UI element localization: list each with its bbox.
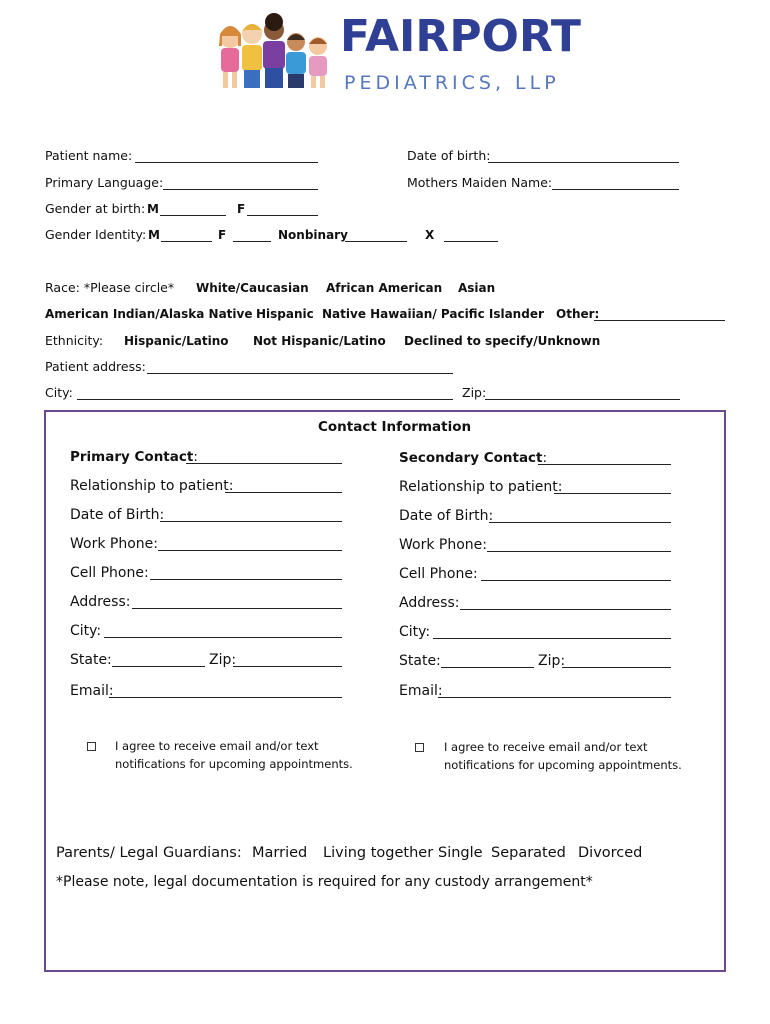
- secondary-cell-phone-field[interactable]: [481, 580, 671, 581]
- primary-consent-line2: notifications for upcoming appointments.: [115, 757, 353, 771]
- secondary-contact-heading-text: Secondary Contact: [399, 450, 543, 466]
- mothers-maiden-field[interactable]: [552, 189, 679, 190]
- patient-name-label: Patient name:: [45, 148, 133, 163]
- secondary-work-phone-label: Work Phone:: [399, 537, 487, 553]
- logo-name: FAIRPORT: [340, 11, 581, 62]
- secondary-address-label: Address:: [399, 595, 460, 611]
- primary-city-label: City:: [70, 623, 102, 639]
- primary-consent-text: [115, 737, 355, 773]
- primary-contact-heading: [70, 448, 198, 466]
- race-option-white[interactable]: White/Caucasian: [196, 281, 309, 295]
- primary-email-field[interactable]: [109, 697, 342, 698]
- guardian-option-divorced[interactable]: Divorced: [578, 845, 643, 861]
- secondary-zip-field[interactable]: [562, 667, 671, 668]
- race-option-american-indian[interactable]: American Indian/Alaska Native: [45, 307, 253, 321]
- ethnicity-label: Ethnicity:: [45, 333, 104, 348]
- gender-identity-x-field[interactable]: [444, 241, 498, 242]
- guardian-option-single[interactable]: Single: [438, 845, 483, 861]
- gender-birth-f-field[interactable]: [247, 215, 318, 216]
- primary-city-field[interactable]: [104, 637, 342, 638]
- secondary-relationship-field[interactable]: [554, 493, 671, 494]
- secondary-contact-field[interactable]: [538, 464, 671, 465]
- patient-address-field[interactable]: [147, 373, 453, 374]
- secondary-state-field[interactable]: [441, 667, 534, 668]
- gender-identity-nonbinary: Nonbinary: [278, 228, 348, 242]
- secondary-contact-heading: [399, 449, 547, 467]
- secondary-zip-label: Zip:: [538, 653, 566, 669]
- secondary-cell-phone-label: Cell Phone:: [399, 566, 478, 582]
- gender-identity-f: F: [218, 228, 227, 242]
- city-field[interactable]: [77, 399, 453, 400]
- primary-relationship-field[interactable]: [225, 492, 342, 493]
- gender-identity-m-field[interactable]: [161, 241, 212, 242]
- patient-address-label: Patient address:: [45, 359, 146, 374]
- secondary-state-label: State:: [399, 653, 441, 669]
- primary-dob-field[interactable]: [160, 521, 342, 522]
- primary-contact-field[interactable]: [186, 463, 342, 464]
- ethnicity-option-hispanic[interactable]: Hispanic/Latino: [124, 334, 229, 348]
- primary-language-label: Primary Language:: [45, 175, 164, 190]
- guardians-label: Parents/ Legal Guardians:: [56, 845, 242, 861]
- gender-identity-x: X: [425, 228, 435, 242]
- primary-work-phone-field[interactable]: [158, 550, 342, 551]
- logo-tagline: PEDIATRICS, LLP: [344, 72, 560, 94]
- secondary-consent-line1: I agree to receive email and/or text: [444, 740, 648, 754]
- dob-field[interactable]: [488, 162, 679, 163]
- mothers-maiden-label: Mothers Maiden Name:: [407, 175, 553, 190]
- zip-label: Zip:: [462, 385, 487, 400]
- gender-identity-m: M: [148, 228, 160, 242]
- gender-birth-m: M: [147, 202, 159, 216]
- guardian-option-separated[interactable]: Separated: [491, 845, 566, 861]
- primary-email-label: Email:: [70, 683, 114, 699]
- gender-birth-label: Gender at birth:: [45, 201, 146, 216]
- race-option-native-hawaiian[interactable]: Native Hawaiian/ Pacific Islander: [322, 307, 544, 321]
- logo: [212, 11, 581, 94]
- secondary-contact-colon: :: [542, 450, 548, 466]
- custody-note: *Please note, legal documentation is required for any custody arrangement*: [56, 874, 593, 890]
- city-label: City:: [45, 385, 73, 400]
- gender-identity-nonbinary-field[interactable]: [345, 241, 407, 242]
- primary-language-field[interactable]: [163, 189, 318, 190]
- primary-cell-phone-field[interactable]: [150, 579, 342, 580]
- children-illustration-icon: [212, 12, 337, 94]
- secondary-work-phone-field[interactable]: [487, 551, 671, 552]
- patient-name-field[interactable]: [135, 162, 318, 163]
- gender-identity-label: Gender Identity:: [45, 227, 147, 242]
- primary-contact-heading-text: Primary Contact: [70, 449, 194, 465]
- primary-dob-label: Date of Birth:: [70, 507, 165, 523]
- secondary-dob-field[interactable]: [489, 522, 671, 523]
- primary-address-field[interactable]: [132, 608, 342, 609]
- primary-contact-colon: :: [193, 449, 198, 465]
- dob-label: Date of birth:: [407, 148, 491, 163]
- primary-state-label: State:: [70, 652, 112, 668]
- contact-information-title: Contact Information: [318, 419, 472, 435]
- race-other-field[interactable]: [594, 320, 725, 321]
- secondary-city-label: City:: [399, 624, 431, 640]
- gender-identity-f-field[interactable]: [233, 241, 271, 242]
- ethnicity-option-declined[interactable]: Declined to specify/Unknown: [404, 334, 601, 348]
- guardian-option-living-together[interactable]: Living together: [323, 845, 434, 861]
- primary-address-label: Address:: [70, 594, 131, 610]
- race-option-other: Other:: [556, 307, 600, 321]
- secondary-relationship-label: Relationship to patient:: [399, 479, 563, 495]
- primary-work-phone-label: Work Phone:: [70, 536, 158, 552]
- secondary-address-field[interactable]: [460, 609, 671, 610]
- ethnicity-option-not-hispanic[interactable]: Not Hispanic/Latino: [253, 334, 386, 348]
- primary-consent-line1: I agree to receive email and/or text: [115, 739, 319, 753]
- primary-zip-field[interactable]: [233, 666, 342, 667]
- primary-cell-phone-label: Cell Phone:: [70, 565, 149, 581]
- secondary-email-field[interactable]: [438, 697, 671, 698]
- zip-field[interactable]: [485, 399, 680, 400]
- primary-relationship-label: Relationship to patient:: [70, 478, 234, 494]
- secondary-email-label: Email:: [399, 683, 443, 699]
- primary-state-field[interactable]: [112, 666, 205, 667]
- gender-birth-m-field[interactable]: [160, 215, 226, 216]
- race-label: Race: *Please circle*: [45, 280, 175, 295]
- secondary-city-field[interactable]: [433, 638, 671, 639]
- guardian-option-married[interactable]: Married: [252, 845, 308, 861]
- gender-birth-f: F: [237, 202, 246, 216]
- secondary-consent-checkbox[interactable]: [415, 743, 424, 752]
- race-option-asian[interactable]: Asian: [458, 281, 496, 295]
- race-option-african-american[interactable]: African American: [326, 281, 443, 295]
- race-option-hispanic[interactable]: Hispanic: [256, 307, 314, 321]
- secondary-consent-text: [444, 738, 684, 774]
- secondary-consent-line2: notifications for upcoming appointments.: [444, 758, 682, 772]
- secondary-dob-label: Date of Birth:: [399, 508, 494, 524]
- primary-consent-checkbox[interactable]: [87, 742, 96, 751]
- primary-zip-label: Zip:: [209, 652, 237, 668]
